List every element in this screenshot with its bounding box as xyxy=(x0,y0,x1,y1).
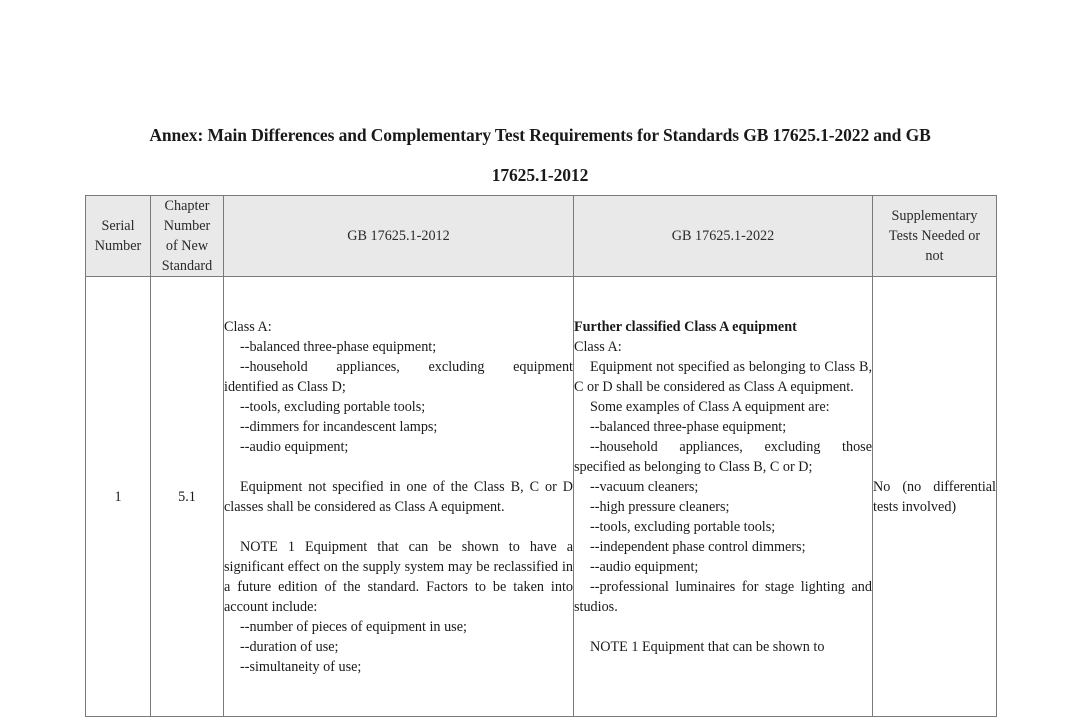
header-old-standard: GB 17625.1-2012 xyxy=(224,196,574,277)
new-text-line: --audio equipment; xyxy=(590,559,699,575)
old-text-paragraph: Equipment not specified in one of the Class B, C or D classes shall be considered as Class A equipment. xyxy=(224,479,573,515)
old-text-note: NOTE 1 Equipment that can be shown to have a significant effect on the supply system may be reclassified in a future edition of the standard. Factors to be taken into account include: xyxy=(224,539,573,615)
supplementary-tests-cell: No (no differential tests involved) xyxy=(873,277,997,717)
header-text: not xyxy=(925,248,944,264)
header-supplementary-tests xyxy=(873,196,997,277)
old-text-line: --number of pieces of equipment in use; xyxy=(240,619,467,635)
serial-number-cell: 1 xyxy=(86,277,151,717)
table-row xyxy=(86,277,997,717)
header-text: Supplementary xyxy=(891,208,978,224)
new-text-line: Class A: xyxy=(574,339,622,355)
new-text-line: --vacuum cleaners; xyxy=(590,479,699,495)
new-standard-cell xyxy=(574,277,873,717)
old-text-line: Class A: xyxy=(224,319,272,335)
header-text: of New xyxy=(165,238,209,254)
new-text-line: --professional luminaires for stage lighting and studios. xyxy=(574,579,872,615)
header-text: Serial xyxy=(101,218,135,234)
header-serial-number xyxy=(86,196,151,277)
old-text-line: --simultaneity of use; xyxy=(240,659,362,675)
header-text: Chapter xyxy=(164,198,210,214)
new-text-line: --high pressure cleaners; xyxy=(590,499,730,515)
header-text: Standard xyxy=(161,258,213,274)
new-text-paragraph: Equipment not specified as belonging to Class B, C or D shall be considered as Class A equipment. xyxy=(574,359,872,395)
old-text-line: identified as Class D; xyxy=(224,379,346,395)
old-text-line: --balanced three-phase equipment; xyxy=(240,339,437,355)
header-chapter-number xyxy=(151,196,224,277)
header-new-standard: GB 17625.1-2022 xyxy=(574,196,873,277)
header-text: Number xyxy=(163,218,211,234)
old-text-line: --dimmers for incandescent lamps; xyxy=(240,419,438,435)
document-title-continued: 17625.1-2012 xyxy=(491,165,589,185)
document-title: Annex: Main Differences and Complementary Test Requirements for Standards GB 17625.1-2022 and GB xyxy=(149,125,931,145)
new-text-line: --independent phase control dimmers; xyxy=(590,539,806,555)
new-text-note: NOTE 1 Equipment that can be shown to xyxy=(590,639,825,655)
comparison-table xyxy=(85,195,997,717)
header-text: Tests Needed or xyxy=(888,228,981,244)
new-text-line: --household appliances, excluding those specified as belonging to Class B, C or D; xyxy=(574,439,872,475)
chapter-number-cell: 5.1 xyxy=(151,277,224,717)
old-text-line: --duration of use; xyxy=(240,639,339,655)
new-text-line: Some examples of Class A equipment are: xyxy=(590,399,830,415)
new-text-line: --balanced three-phase equipment; xyxy=(590,419,787,435)
old-standard-cell xyxy=(224,277,574,717)
old-text-line: --household appliances, excluding equipment xyxy=(240,359,573,375)
new-text-heading: Further classified Class A equipment xyxy=(574,319,797,335)
old-text-line: --audio equipment; xyxy=(240,439,349,455)
new-text-line: --tools, excluding portable tools; xyxy=(590,519,776,535)
table-header-row xyxy=(86,196,997,277)
header-text: Number xyxy=(94,238,142,254)
old-text-line: --tools, excluding portable tools; xyxy=(240,399,426,415)
